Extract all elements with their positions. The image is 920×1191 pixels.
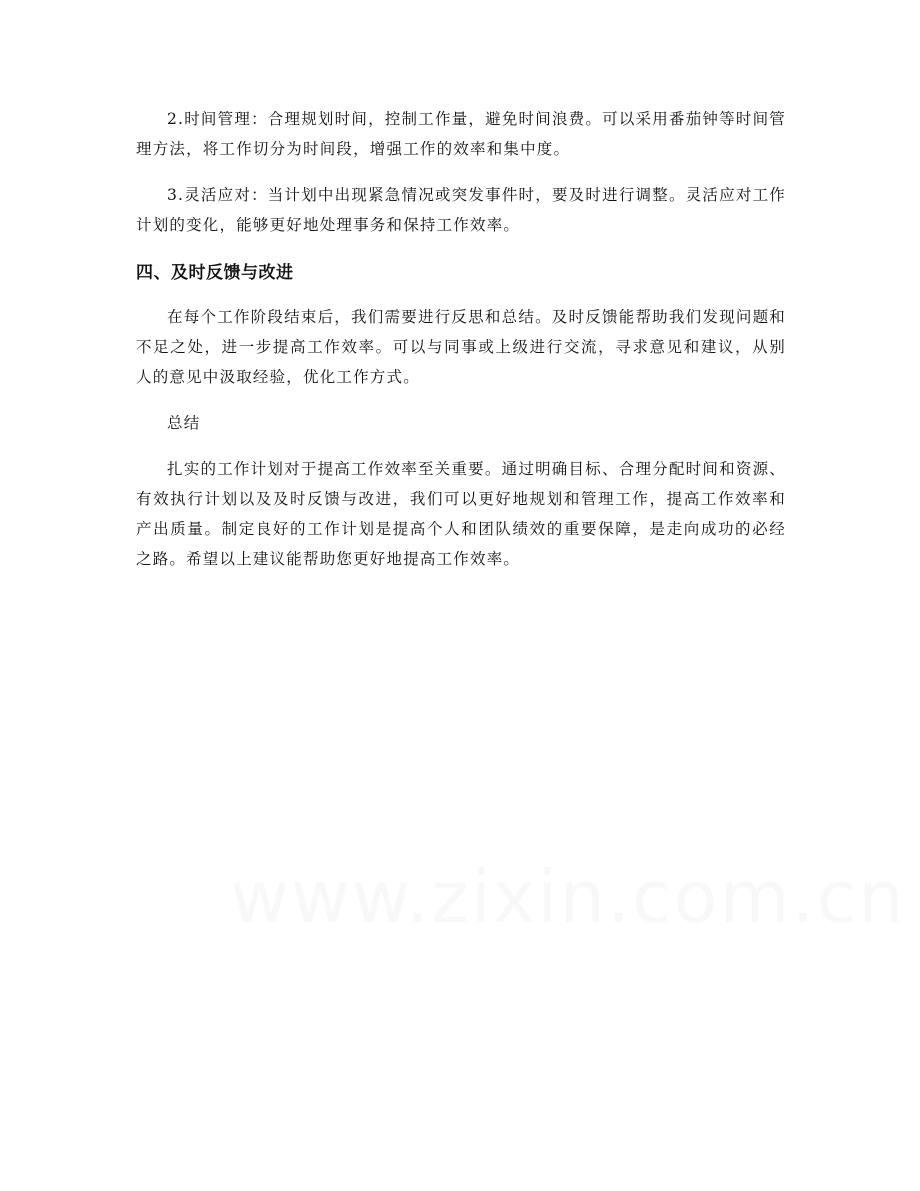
document-body [136, 104, 786, 590]
watermark: www.zixin.com.cn [230, 855, 906, 939]
section-heading-feedback: 四、及时反馈与改进 [136, 263, 294, 283]
summary-label: 总结 [167, 414, 201, 432]
summary-body: 扎实的工作计划对于提高工作效率至关重要。通过明确目标、合理分配时间和资源、有效执行计划以及及时反馈与改进，我们可以更好地规划和管理工作，提高工作效率和产出质量。制定良好的工作计划是提高个人和团队绩效的重要保障，是走向成功的必经之路。希望以上建议能帮助您更好地提高工作效率。 [136, 460, 786, 568]
section-body-feedback: 在每个工作阶段结束后，我们需要进行反思和总结。及时反馈能帮助我们发现问题和不足之处，进一步提高工作效率。可以与同事或上级进行交流，寻求意见和建议，从别人的意见中汲取经验，优化工作方式。 [136, 308, 786, 386]
list-item-time-management: 2.时间管理：合理规划时间，控制工作量，避免时间浪费。可以采用番茄钟等时间管理方法，将工作切分为时间段，增强工作的效率和集中度。 [136, 110, 786, 158]
list-item-flexible-response: 3.灵活应对：当计划中出现紧急情况或突发事件时，要及时进行调整。灵活应对工作计划的变化，能够更好地处理事务和保持工作效率。 [136, 186, 786, 234]
